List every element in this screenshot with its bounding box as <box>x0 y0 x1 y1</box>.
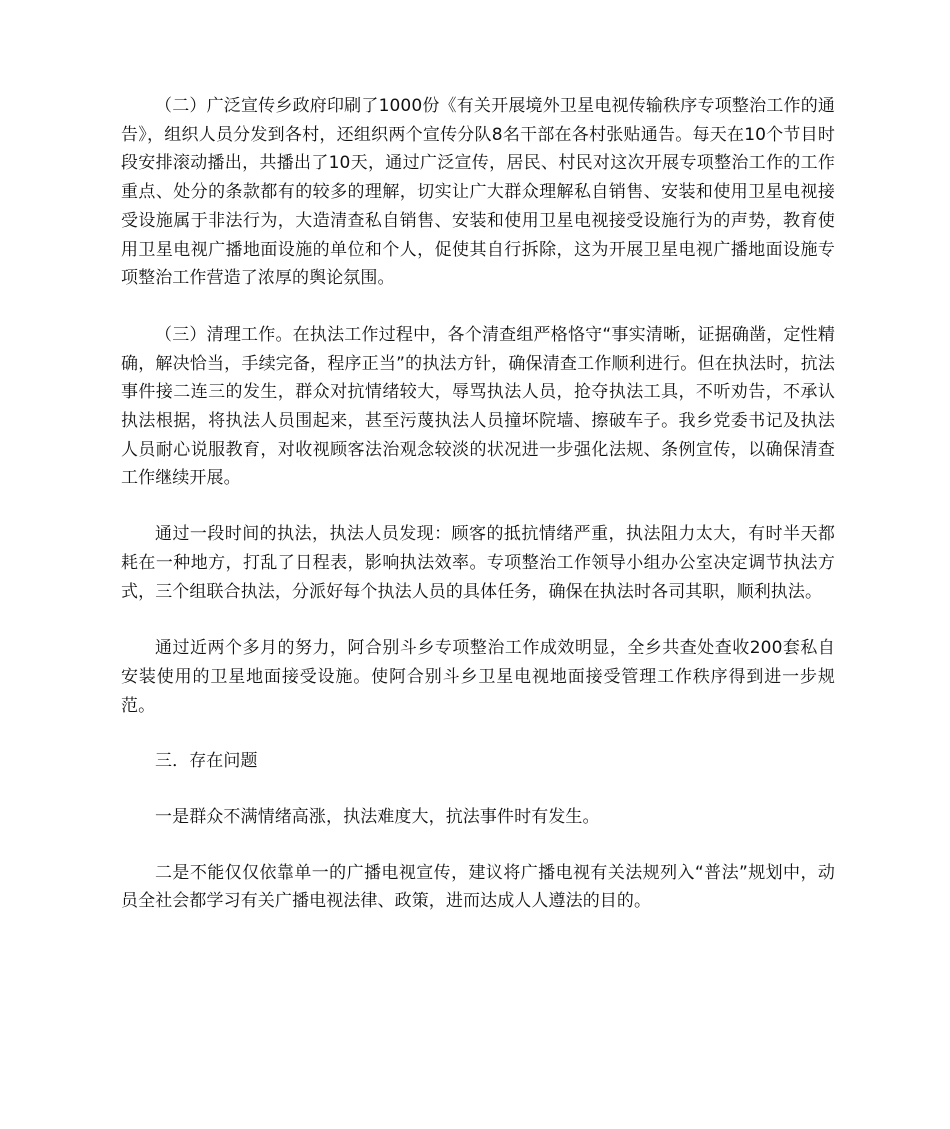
paragraph-cleanup-work: （三）清理工作。在执法工作过程中，各个清查组严格恪守“事实清晰，证据确凿，定性精确，解决恰当，手续完备，程序正当”的执法方针，确保清查工作顺利进行。但在执法时，抗法事件接二连三的发生，群众对抗情绪较大，辱骂执法人员，抢夺执法工具，不听劝告，不承认执法根据，将执法人员围起来，甚至污蔑执法人员撞坏院墙、擦破车子。我乡党委书记及执法人员耐心说服教育，对收视顾客法治观念较淡的状况进一步强化法规、条例宣传，以确保清查工作继续开展。 <box>121 324 835 489</box>
section-heading-existing-problems: 三．存在问题 <box>155 751 258 772</box>
paragraph-results: 通过近两个多月的努力，阿合别斗乡专项整治工作成效明显，全乡共查处查收200套私自安装使用的卫星地面接受设施。使阿合别斗乡卫星电视地面接受管理工作秩序得到进一步规范。 <box>121 638 835 716</box>
paragraph-problem-two: 二是不能仅仅依靠单一的广播电视宣传，建议将广播电视有关法规列入“普法”规划中，动员全社会都学习有关广播电视法律、政策，进而达成人人遵法的目的。 <box>121 862 835 912</box>
document-page <box>121 92 835 916</box>
paragraph-publicity: （二）广泛宣传乡政府印刷了1000份《有关开展境外卫星电视传输秩序专项整治工作的通告》，组织人员分发到各村，还组织两个宣传分队8名干部在各村张贴通告。每天在10个节目时段安排滚动播出，共播出了10天，通过广泛宣传，居民、村民对这次开展专项整治工作的工作重点、处分的条款都有的较多的理解，切实让广大群众理解私自销售、安装和使用卫星电视接受设施属于非法行为，大造清查私自销售、安装和使用卫星电视接受设施行为的声势，教育使用卫星电视广播地面设施的单位和个人，促使其自行拆除，这为开展卫星电视广播地面设施专项整治工作营造了浓厚的舆论氛围。 <box>121 96 835 289</box>
paragraph-enforcement-adjustment: 通过一段时间的执法，执法人员发现：顾客的抵抗情绪严重，执法阻力太大，有时半天都耗在一种地方，打乱了日程表，影响执法效率。专项整治工作领导小组办公室决定调节执法方式，三个组联合执法，分派好每个执法人员的具体任务，确保在执法时各司其职，顺利执法。 <box>121 524 835 602</box>
paragraph-problem-one: 一是群众不满情绪高涨，执法难度大，抗法事件时有发生。 <box>155 807 600 828</box>
